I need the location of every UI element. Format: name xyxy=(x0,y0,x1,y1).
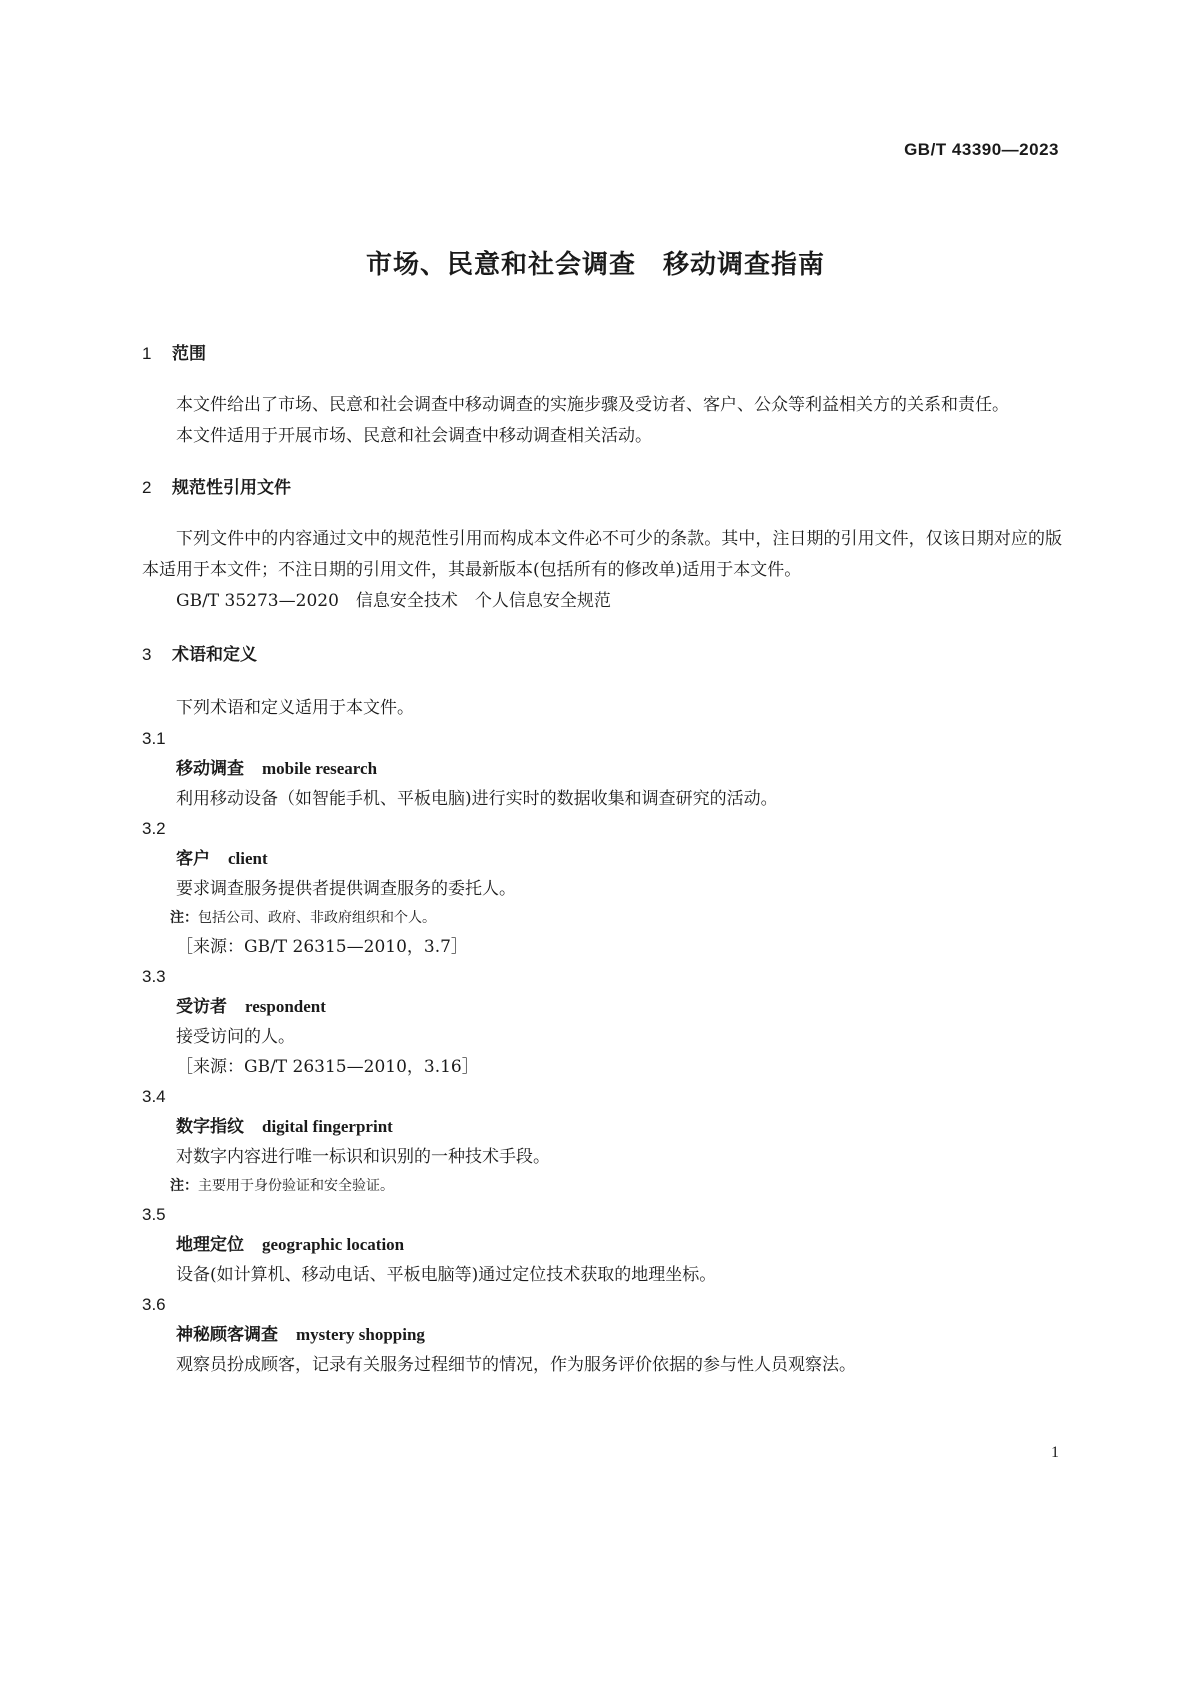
note-label: 注： xyxy=(170,1178,198,1194)
section-number: 2 xyxy=(142,478,152,497)
term-number: 3.2 xyxy=(142,819,166,838)
term-note xyxy=(142,904,1062,932)
term-source: ［来源：GB/T 26315—2010，3.16］ xyxy=(176,1057,479,1077)
term-name-en: client xyxy=(228,849,268,868)
section-title: 术语和定义 xyxy=(172,645,257,665)
page-number: 1 xyxy=(1051,1444,1059,1461)
term-name xyxy=(142,1320,1062,1350)
term-definition: 利用移动设备（如智能手机、平板电脑)进行实时的数据收集和调查研究的活动。 xyxy=(176,789,778,809)
section-2-heading xyxy=(142,474,1062,502)
term-name xyxy=(142,992,1062,1022)
term-name xyxy=(142,1112,1062,1142)
term-name-en: digital fingerprint xyxy=(262,1117,393,1136)
note-label: 注： xyxy=(170,910,198,926)
term-name-zh: 受访者 xyxy=(176,997,227,1017)
term-definition: 对数字内容进行唯一标识和识别的一种技术手段。 xyxy=(176,1147,550,1167)
section-3-heading xyxy=(142,641,1062,669)
term-name-en: mystery shopping xyxy=(296,1325,425,1344)
term-name-zh: 地理定位 xyxy=(176,1235,244,1255)
term-definition: 要求调查服务提供者提供调查服务的委托人。 xyxy=(176,879,516,899)
document-body xyxy=(142,340,1062,1380)
section-1-heading xyxy=(142,340,1062,368)
term-number: 3.6 xyxy=(142,1295,166,1314)
term-number: 3.3 xyxy=(142,967,166,986)
term-name-en: respondent xyxy=(245,997,326,1016)
reference-item: GB/T 35273—2020 信息安全技术 个人信息安全规范 xyxy=(176,591,611,611)
term-name xyxy=(142,844,1062,874)
scope-paragraph-2: 本文件适用于开展市场、民意和社会调查中移动调查相关活动。 xyxy=(176,426,652,446)
standard-code: GB/T 43390—2023 xyxy=(904,140,1059,159)
term-name-zh: 移动调查 xyxy=(176,759,244,779)
term-number: 3.4 xyxy=(142,1087,166,1106)
term-name-en: mobile research xyxy=(262,759,378,778)
term-name-zh: 数字指纹 xyxy=(176,1117,244,1137)
terms-intro: 下列术语和定义适用于本文件。 xyxy=(176,698,414,718)
term-definition: 设备(如计算机、移动电话、平板电脑等)通过定位技术获取的地理坐标。 xyxy=(176,1265,717,1285)
section-title: 范围 xyxy=(172,344,206,364)
section-title: 规范性引用文件 xyxy=(172,478,291,498)
document-title: 市场、民意和社会调查 移动调查指南 xyxy=(365,250,825,280)
term-name xyxy=(142,754,1062,784)
term-name-en: geographic location xyxy=(262,1235,405,1254)
note-text: 主要用于身份验证和安全验证。 xyxy=(198,1178,394,1194)
term-name xyxy=(142,1230,1062,1260)
term-definition: 接受访问的人。 xyxy=(176,1027,295,1047)
term-number: 3.1 xyxy=(142,729,166,748)
section-number: 1 xyxy=(142,344,152,363)
term-name-zh: 神秘顾客调查 xyxy=(176,1325,278,1345)
term-source: ［来源：GB/T 26315—2010，3.7］ xyxy=(176,937,468,957)
term-name-zh: 客户 xyxy=(176,849,210,869)
term-definition: 观察员扮成顾客，记录有关服务过程细节的情况，作为服务评价依据的参与性人员观察法。 xyxy=(176,1355,856,1375)
term-note xyxy=(142,1172,1062,1200)
section-number: 3 xyxy=(142,645,152,664)
normative-references-paragraph: 下列文件中的内容通过文中的规范性引用而构成本文件必不可少的条款。其中，注日期的引用文件，仅该日期对应的版本适用于本文件；不注日期的引用文件，其最新版本(包括所有的修改单)适用于本文件。 xyxy=(142,529,1062,580)
scope-paragraph-1: 本文件给出了市场、民意和社会调查中移动调查的实施步骤及受访者、客户、公众等利益相关方的关系和责任。 xyxy=(176,395,1009,415)
note-text: 包括公司、政府、非政府组织和个人。 xyxy=(198,910,436,926)
term-number: 3.5 xyxy=(142,1205,166,1224)
